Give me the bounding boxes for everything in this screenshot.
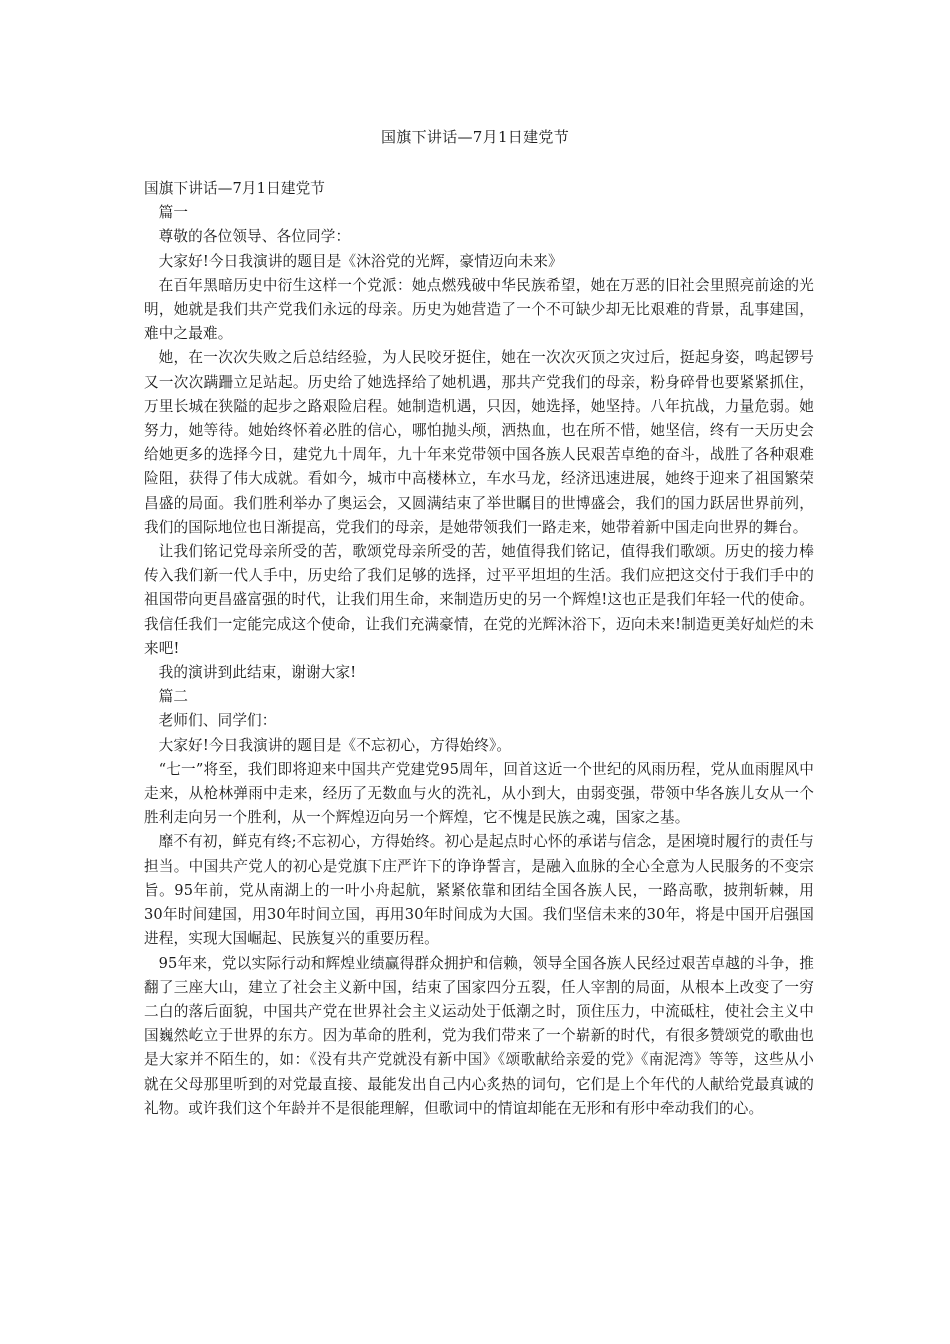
paragraph: 让我们铭记党母亲所受的苦，歌颂党母亲所受的苦，她值得我们铭记，值得我们歌颂。历史的接力棒传入我们新一代人手中，历史给了我们足够的选择，过平平坦坦的生活。我们应把这交付于我们手中的祖国带向更昌盛富强的时代，让我们用生命，来制造历史的另一个辉煌!这也正是我们年轻一代的使命。我信任我们一定能完成这个使命，让我们充满豪情，在党的光辉沐浴下，迈向未来!制造更美好灿烂的未来吧! — [144, 543, 814, 657]
paragraph: 在百年黑暗历史中衍生这样一个党派：她点燃残破中华民族希望，她在万恶的旧社会里照亮前途的光明，她就是我们共产党我们永远的母亲。历史为她营造了一个不可缺少却无比艰难的背景，乱事建国，难中之最难。 — [144, 276, 814, 343]
paragraph: 我的演讲到此结束，谢谢大家! — [158, 664, 357, 682]
document-heading: 国旗下讲话—7月1日建党节 — [144, 180, 326, 197]
paragraph: 大家好!今日我演讲的题目是《不忘初心，方得始终》。 — [158, 736, 512, 754]
paragraph: 尊敬的各位领导、各位同学： — [158, 228, 351, 246]
paragraph: 她，在一次次失败之后总结经验，为人民咬牙挺住，她在一次次灭顶之灾过后，挺起身姿，鸣起锣号又一次次蹒跚立足站起。历史给了她选择给了她机遇，那共产党我们的母亲，粉身碎骨也要紧紧抓住，万里长城在狭隘的起步之路艰险启程。她制造机遇，只因，她选择，她坚持。八年抗战，力量危弱。她努力，她等待。她始终怀着必胜的信心，哪怕抛头颅，洒热血，也在所不惜，她坚信，终有一天历史会给她更多的选择今日，建党九十周年，九十年来党带领中国各族人民艰苦卓绝的奋斗，战胜了各种艰难险阻，获得了伟大成就。看如今，城市中高楼林立，车水马龙，经济迅速进展，她终于迎来了祖国繁荣昌盛的局面。我们胜利举办了奥运会，又圆满结束了举世瞩目的世博盛会，我们的国力跃居世界前列，我们的国际地位也日渐提高，党我们的母亲，是她带领我们一路走来，她带着新中国走向世界的舞台。 — [144, 349, 814, 536]
paragraph: 95年来，党以实际行动和辉煌业绩赢得群众拥护和信赖，领导全国各族人民经过艰苦卓越的斗争，推翻了三座大山，建立了社会主义新中国，结束了国家四分五裂，任人宰割的局面，从根本上改变了一穷二白的落后面貌，中国共产党在世界社会主义运动处于低潮之时，顶住压力，中流砥柱，使社会主义中国巍然屹立于世界的东方。因为革命的胜利，党为我们带来了一个崭新的时代，有很多赞颂党的歌曲也是大家并不陌生的，如：《没有共产党就没有新中国》《颂歌献给亲爱的党》《南泥湾》等等，这些从小就在父母那里听到的对党最直接、最能发出自己内心炙热的词句，它们是上个年代的人献给党最真诚的礼物。或许我们这个年龄并不是很能理解，但歌词中的情谊却能在无形和有形中牵动我们的心。 — [144, 954, 814, 1117]
paragraph: 大家好!今日我演讲的题目是《沐浴党的光辉，豪情迈向未来》 — [158, 252, 563, 270]
paragraph: “七一”将至，我们即将迎来中国共产党建党95周年，回首这近一个世纪的风雨历程，党从血雨腥风中走来，从枪林弹雨中走来，经历了无数血与火的洗礼，从小到大，由弱变强，带领中华各族儿女从一个胜利走向另一个胜利，从一个辉煌迈向另一个辉煌，它不愧是民族之魂，国家之基。 — [144, 760, 814, 827]
paragraph: 篇一 — [158, 204, 189, 222]
document-title: 国旗下讲话—7月1日建党节 — [381, 128, 569, 146]
paragraph: 老师们、同学们： — [158, 712, 277, 730]
document-body — [144, 177, 814, 1121]
paragraph: 靡不有初，鲜克有终;不忘初心，方得始终。初心是起点时心怀的承诺与信念，是困境时履行的责任与担当。中国共产党人的初心是党旗下庄严许下的诤诤誓言，是融入血脉的全心全意为人民服务的不变宗旨。95年前，党从南湖上的一叶小舟起航，紧紧依靠和团结全国各族人民，一路高歌，披荆斩棘，用30年时间建国，用30年时间立国，再用30年时间成为大国。我们坚信未来的30年，将是中国开启强国进程，实现大国崛起、民族复兴的重要历程。 — [144, 833, 814, 948]
paragraph: 篇二 — [158, 688, 189, 706]
